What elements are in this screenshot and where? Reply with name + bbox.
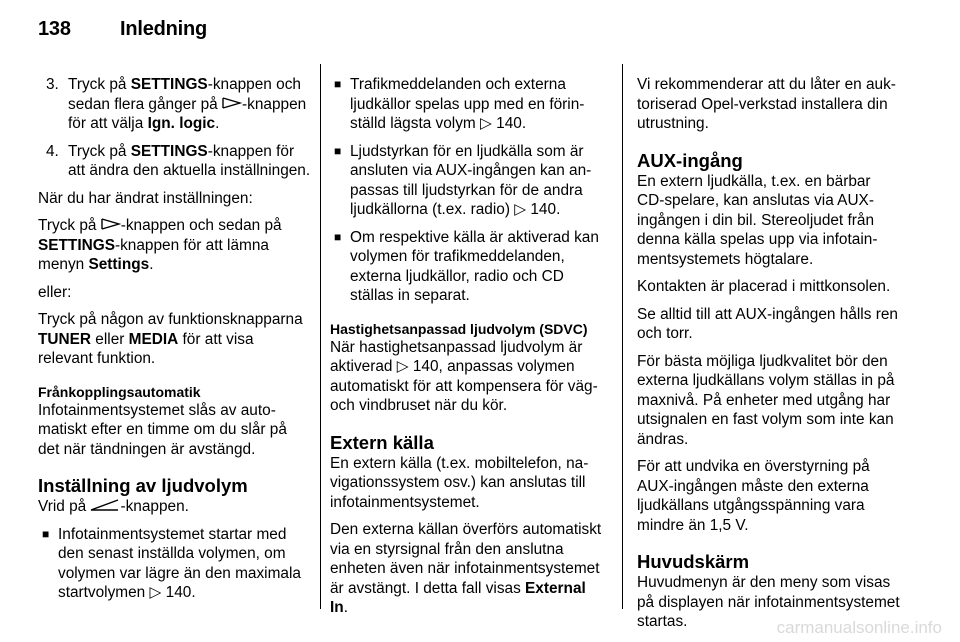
paragraph: En extern källa (t.ex. mobiltelefon, navigationssystem osv.) kan anslutas till infotainmentsystemet. <box>330 454 589 511</box>
volume-knob-icon <box>90 497 120 517</box>
paragraph: Kontakten är placerad i mittkonsolen. <box>637 278 891 295</box>
column-divider <box>320 64 321 609</box>
column-divider <box>622 64 623 609</box>
paragraph: När du har ändrat inställningen: <box>38 189 253 207</box>
paragraph: För att undvika en överstyrning på AUX-ingången måste den externa ljudkällans utgångsspänning vara mindre än 1,5 V. <box>637 458 870 534</box>
section-heading: Huvudskärm <box>637 551 750 572</box>
next-arrow-icon <box>101 216 121 236</box>
step-4: 4. Tryck på SETTINGS-knappen för att ändra den aktuella inställningen. <box>46 142 311 179</box>
page-number: 138 <box>38 18 71 40</box>
paragraph: För bästa möjliga ljudkvalitet bör den externa ljudkällans volym ställas in på maxnivå. På enheter med utgång har utsignalen en fast volym som inte kan ändras. <box>637 352 895 448</box>
subheading: Hastighetsanpassad ljudvolym (SDVC) <box>330 320 588 337</box>
page-ref-icon: ▷ <box>514 201 527 218</box>
section-heading: Inställning av ljudvolym <box>38 475 248 496</box>
section-heading: AUX-ingång <box>637 149 743 171</box>
paragraph: En extern ljudkälla, t.ex. en bärbar CD-spelare, kan anslutas via AUX-ingången i din bil. Stereoljudet från denna källa spelas upp via infotainmentsystemets högtalare. <box>637 172 878 268</box>
page-ref-icon: ▷ <box>149 584 162 601</box>
subheading: Frånkopplingsautomatik <box>38 383 201 400</box>
paragraph: Huvudmenyn är den meny som visas på displayen när infotainmentsystemet startas. <box>637 574 900 630</box>
paragraph: Vi rekommenderar att du låter en auktoriserad Opel-verkstad installera din utrustning. <box>637 76 896 132</box>
list-item: ■ Om respektive källa är aktiverad kan volymen för trafikmeddelanden, externa ljudkällor, radio och CD ställas in separat. <box>334 228 599 304</box>
column-2 <box>330 75 605 626</box>
next-arrow-icon <box>222 95 242 115</box>
column-3 <box>637 75 901 640</box>
step-3: 3. Tryck på SETTINGS-knappen och sedan flera gånger på -knappen för att välja Ign. logic. <box>46 76 307 132</box>
paragraph: Den externa källan överförs automatiskt via en styrsignal från den anslutna enheten även när infotainmentsystemet är avstängt. I detta fall visas External In. <box>330 521 602 616</box>
list-item: ■ Ljudstyrkan för en ljudkälla som är ansluten via AUX-ingången kan anpassas till ljudstyrkan för de andra ljudkällorna (t.ex. radio) ▷ 140. <box>334 142 592 218</box>
page-ref-icon: ▷ <box>396 358 409 375</box>
paragraph: När hastighetsanpassad ljudvolym är aktiverad ▷ 140, anpassas volymen automatiskt för att kompensera för väg- och vindbruset när du kör. <box>330 338 598 414</box>
paragraph: eller: <box>38 283 72 301</box>
page-ref-icon: ▷ <box>480 115 492 132</box>
list-item: ■ Trafikmeddelanden och externa ljudkällor spelas upp med en förinställd lägsta volym ▷ 140. <box>334 76 585 132</box>
column-1 <box>38 75 312 611</box>
page-title: Inledning <box>120 18 208 40</box>
paragraph: Vrid på -knappen. <box>38 498 189 515</box>
paragraph: Tryck på -knappen och sedan på SETTINGS-knappen för att lämna menyn Settings. <box>38 217 282 273</box>
paragraph: Infotainmentsystemet slås av automatiskt efter en timme om du slår på det när tändningen är avstängd. <box>38 401 287 458</box>
watermark: carmanualsonline.info <box>776 618 942 637</box>
list-item: ■ Infotainmentsystemet startar med den senast inställda volymen, om volymen var lägre än den maximala startvolymen ▷ 140. <box>42 525 301 601</box>
paragraph: Tryck på någon av funktionsknapparna TUNER eller MEDIA för att visa relevant funktion. <box>38 311 303 367</box>
section-heading: Extern källa <box>330 431 434 453</box>
paragraph: Se alltid till att AUX-ingången hålls ren och torr. <box>637 305 898 342</box>
